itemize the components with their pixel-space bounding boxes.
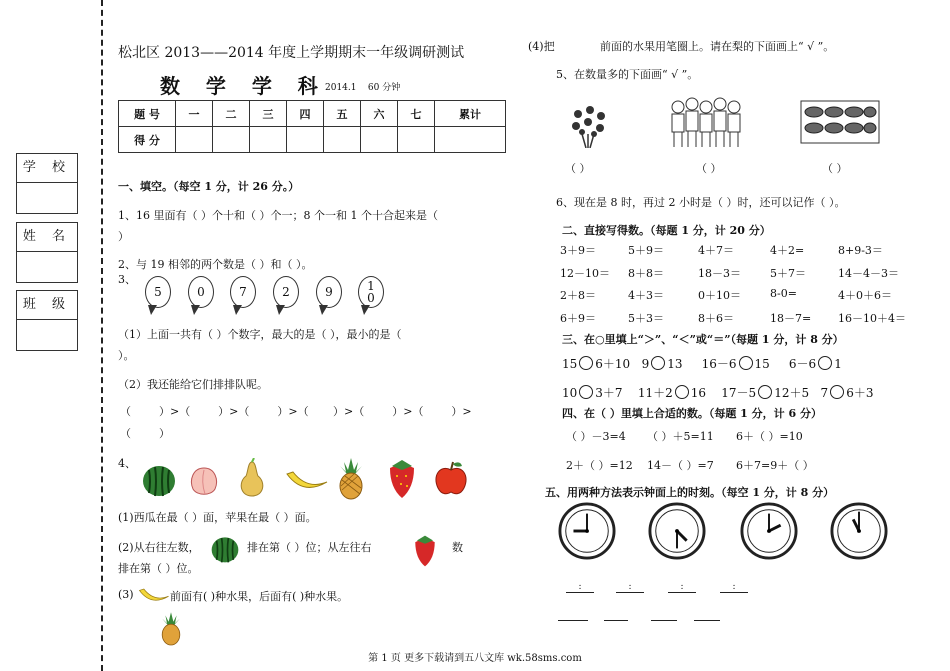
compare-right: 6＋3	[846, 386, 874, 400]
fill-item[interactable]: 6＋7=9＋（ ）	[736, 459, 814, 472]
score-table-header-row	[119, 101, 506, 127]
table-cell: 一	[176, 101, 213, 127]
question-2: 2、与 19 相邻的两个数是（ ）和（ ）。	[118, 258, 313, 271]
score-table-score-row	[119, 127, 506, 153]
table-cell: 七	[398, 101, 435, 127]
question-4-3-text: 前面有( )种水果，后面有( )种水果。	[170, 590, 349, 603]
digital-time-line[interactable]: :	[566, 582, 594, 593]
score-cell[interactable]	[398, 127, 435, 153]
compare-right: 1	[834, 357, 842, 371]
table-cell: 四	[287, 101, 324, 127]
calc-item[interactable]: 8＋6＝	[698, 312, 734, 325]
table-cell: 累计	[435, 101, 506, 127]
compare-left: 9	[641, 357, 650, 371]
date-time: 2014.1 60 分钟	[325, 83, 401, 93]
calc-item[interactable]: 18－3＝	[698, 267, 741, 280]
compare-right: 13	[667, 357, 683, 371]
answer-paren[interactable]: （ ）	[696, 162, 722, 175]
question-4-2: (2)从右往左数，	[118, 541, 200, 554]
table-cell: 六	[361, 101, 398, 127]
score-cell[interactable]	[213, 127, 250, 153]
score-cell[interactable]	[361, 127, 398, 153]
name-label: 姓 名	[17, 223, 77, 252]
calc-item[interactable]: 12－10＝	[560, 267, 610, 280]
number-bubble: 1 0	[358, 276, 384, 308]
compare-left: 15	[562, 357, 578, 371]
peach-icon	[187, 462, 221, 498]
name-field[interactable]	[17, 252, 77, 282]
table-cell: 二	[213, 101, 250, 127]
binding-line	[101, 0, 103, 671]
score-cell[interactable]	[435, 127, 506, 153]
banana-icon	[285, 468, 329, 498]
answer-paren[interactable]: （ ）	[822, 162, 848, 175]
number-bubble: 5	[145, 276, 171, 308]
score-cell[interactable]	[287, 127, 324, 153]
compare-circle[interactable]	[758, 385, 772, 399]
clock-icon	[740, 502, 798, 560]
section-5-title: 五、用两种方法表示钟面上的时刻。（每空 1 分，计 8 分）	[545, 486, 835, 499]
compare-left: 11＋2	[637, 386, 673, 400]
section-1-title: 一、填空。（每空 1 分，计 26 分。）	[118, 180, 300, 193]
clock-icon	[830, 502, 888, 560]
compare-left: 6－6	[788, 357, 817, 371]
score-table	[118, 100, 506, 153]
calc-item[interactable]: 5＋3＝	[628, 312, 664, 325]
clock-icon	[648, 502, 706, 560]
question-r4: 前面的水果用笔圈上。请在梨的下面画上“ √ ”。	[600, 40, 835, 53]
calc-item[interactable]: 0＋10＝	[698, 289, 741, 302]
fill-item[interactable]: 2＋（ ）=12	[566, 459, 633, 472]
question-3-2: （2）我还能给它们排排队呢。	[118, 378, 268, 391]
order-blanks-cont[interactable]: （ ）	[120, 427, 170, 440]
compare-left: 10	[562, 386, 578, 400]
calc-item[interactable]: 3＋9＝	[560, 244, 596, 257]
flowers-icon	[568, 104, 610, 148]
strawberry-icon	[410, 534, 440, 568]
question-4-2-cont: 排在第（ ）位。	[118, 562, 199, 575]
calc-item[interactable]: 4＋3＝	[628, 289, 664, 302]
compare-circle[interactable]	[830, 385, 844, 399]
exam-title: 松北区 2013——2014 年度上学期期末一年级调研测试	[118, 45, 465, 61]
school-field[interactable]	[17, 183, 77, 213]
answer-paren[interactable]: （ ）	[565, 162, 591, 175]
section-3-title: 三、在○里填上“＞”、“＜”或“＝”（每题 1 分，计 8 分）	[562, 333, 844, 346]
compare-circle[interactable]	[579, 385, 593, 399]
compare-circle[interactable]	[579, 356, 593, 370]
clock-icon	[558, 502, 616, 560]
pineapple-icon	[336, 458, 366, 500]
compare-right: 12＋5	[774, 386, 810, 400]
time-answer-line[interactable]	[651, 620, 677, 621]
calc-item[interactable]: 2＋8＝	[560, 289, 596, 302]
class-box	[16, 290, 78, 351]
compare-circle[interactable]	[818, 356, 832, 370]
compare-right: 16	[690, 386, 707, 400]
compare-left: 7	[820, 386, 829, 400]
question-4-2-mid: 排在第（ ）位；从左往右	[247, 541, 372, 554]
calc-item[interactable]: 18－7=	[770, 312, 812, 325]
calc-item[interactable]: 6＋9＝	[560, 312, 596, 325]
banana-icon	[138, 586, 170, 608]
apple-icon	[432, 460, 470, 498]
number-bubble: 9	[316, 276, 342, 308]
score-cell[interactable]	[324, 127, 361, 153]
watermelon-icon	[210, 534, 240, 564]
section-2-title: 二、直接写得数。（每题 1 分，计 20 分）	[562, 224, 771, 237]
table-cell: 得 分	[119, 127, 176, 153]
table-cell: 三	[250, 101, 287, 127]
pear-icon	[236, 458, 268, 498]
compare-left: 16－6	[701, 357, 737, 371]
pineapple-icon	[159, 612, 183, 646]
name-box	[16, 222, 78, 283]
compare-right: 3＋7	[595, 386, 623, 400]
calc-item[interactable]: 14－4－3＝	[838, 267, 899, 280]
digital-time-line[interactable]: :	[668, 582, 696, 593]
calc-item[interactable]: 5＋7＝	[770, 267, 806, 280]
watermelon-icon	[141, 462, 177, 498]
class-label: 班 级	[17, 291, 77, 320]
section-4-title: 四、在（ ）里填上合适的数。（每题 1 分，计 6 分）	[562, 407, 822, 420]
school-box	[16, 153, 78, 214]
compare-right: 15	[754, 357, 770, 371]
compare-left: 17－5	[721, 386, 757, 400]
page-footer: 第 1 页 更多下载请到五八文库 wk.58sms.com	[368, 653, 582, 664]
question-4-2-end: 数	[452, 541, 463, 554]
class-field[interactable]	[17, 320, 77, 350]
order-blanks[interactable]: （ ）>（ ）>（ ）>（ ）>（ ）>（ ）>	[120, 405, 472, 418]
calc-item[interactable]: 5＋9＝	[628, 244, 664, 257]
compare-circle[interactable]	[739, 356, 753, 370]
compare-row-1	[562, 355, 842, 372]
score-cell[interactable]	[250, 127, 287, 153]
calc-item[interactable]: 4＋7＝	[698, 244, 734, 257]
time-answer-line[interactable]	[694, 620, 720, 621]
compare-right: 6＋10	[595, 357, 631, 371]
question-r6: 6、现在是 8 时，再过 2 小时是（ ）时，还可以记作（ ）。	[556, 196, 846, 209]
table-cell: 五	[324, 101, 361, 127]
question-4-1: (1)西瓜在最（ ）面，苹果在最（ ）面。	[118, 511, 317, 524]
compare-row-2	[562, 384, 873, 401]
calc-item[interactable]: 8+9-3＝	[838, 244, 883, 257]
question-4: 4、	[118, 457, 136, 470]
question-3-1-cont: ）。	[118, 349, 135, 362]
digital-time-line[interactable]: :	[616, 582, 644, 593]
number-bubble: 0	[188, 276, 214, 308]
calc-item[interactable]: 4＋0＋6＝	[838, 289, 892, 302]
fill-item[interactable]: （ ）＋5=11	[647, 430, 714, 443]
compare-circle[interactable]	[675, 385, 689, 399]
question-3-1: （1）上面一共有（ ）个数字，最大的是（ ），最小的是（	[118, 328, 402, 341]
question-r4-start: (4)把	[528, 40, 555, 53]
number-bubble: 2	[273, 276, 299, 308]
calc-item[interactable]: 16－10＋4＝	[838, 312, 906, 325]
table-cell: 题 号	[119, 101, 176, 127]
calc-item[interactable]: 4＋2=	[770, 244, 805, 257]
question-1-cont: ）	[118, 230, 129, 243]
calc-item[interactable]: 8-0=	[770, 287, 797, 300]
time-answer-line[interactable]	[558, 620, 588, 621]
burgers-icon	[800, 100, 880, 144]
question-r5: 5、在数量多的下面画“ √ ”。	[556, 68, 699, 81]
question-4-3: (3)	[118, 588, 134, 601]
fill-item[interactable]: 14－（ ）=7	[647, 459, 714, 472]
children-group-icon	[668, 95, 748, 151]
compare-circle[interactable]	[651, 356, 665, 370]
subject-title: 数 学 学 科	[160, 74, 322, 98]
digital-time-line[interactable]: :	[720, 582, 748, 593]
number-bubble: 7	[230, 276, 256, 308]
time-answer-line[interactable]	[604, 620, 628, 621]
fill-item[interactable]: （ ）－3=4	[566, 430, 626, 443]
school-label: 学 校	[17, 154, 77, 183]
calc-item[interactable]: 8＋8＝	[628, 267, 664, 280]
fill-item[interactable]: 6＋（ ）=10	[736, 430, 803, 443]
score-cell[interactable]	[176, 127, 213, 153]
question-1: 1、16 里面有（ ）个十和（ ）个一；8 个一和 1 个十合起来是（	[118, 209, 438, 222]
strawberry-icon	[384, 458, 420, 500]
question-3: 3、	[118, 273, 136, 286]
